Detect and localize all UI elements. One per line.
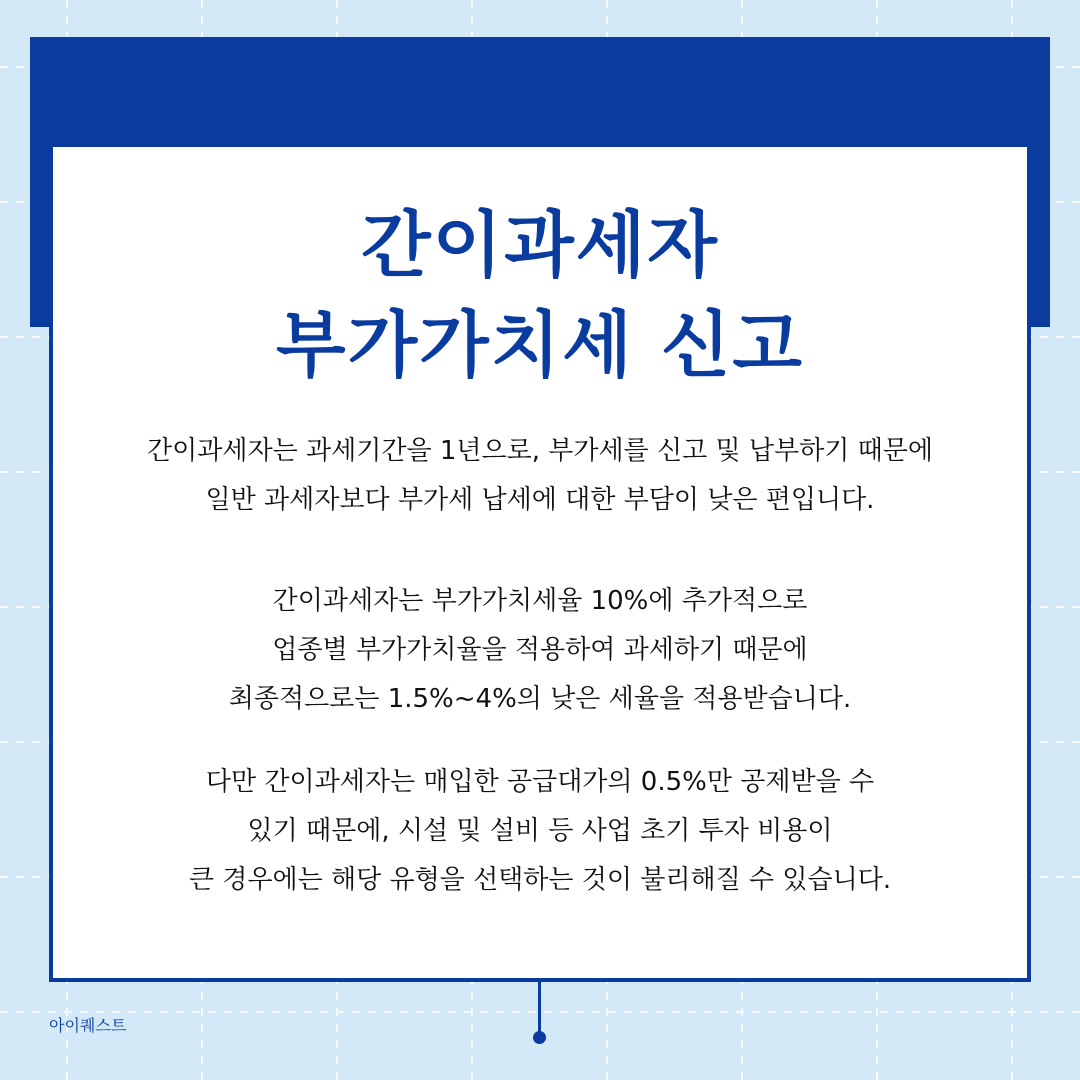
brand-label: 아이퀘스트 [49, 1016, 127, 1035]
paragraph-line: 큰 경우에는 해당 유형을 선택하는 것이 불리해질 수 있습니다. [188, 865, 892, 895]
paragraph-line: 일반 과세자보다 부가세 납세에 대한 부담이 낮은 편입니다. [205, 485, 875, 515]
paragraph-1 [53, 427, 1027, 525]
connector-dot [533, 1031, 546, 1044]
paragraph-line: 업종별 부가가치율을 적용하여 과세하기 때문에 [272, 635, 808, 665]
paragraph-2 [53, 577, 1027, 724]
paragraph-line: 간이과세자는 과세기간을 1년으로, 부가세를 신고 및 납부하기 때문에 [147, 436, 933, 466]
paragraph-3 [53, 758, 1027, 905]
paragraph-line: 다만 간이과세자는 매입한 공급대가의 0.5%만 공제받을 수 [205, 767, 875, 797]
paragraph-line: 간이과세자는 부가가치세율 10%에 추가적으로 [272, 586, 808, 616]
title-line-1: 간이과세자 [361, 203, 719, 287]
paragraph-line: 최종적으로는 1.5%~4%의 낮은 세율을 적용받습니다. [228, 684, 852, 714]
title-line-2: 부가가치세 신고 [276, 303, 804, 387]
content-card [49, 147, 1031, 982]
page-title [53, 195, 1027, 395]
paragraph-line: 있기 때문에, 시설 및 설비 등 사업 초기 투자 비용이 [247, 816, 833, 846]
connector-line [538, 982, 541, 1033]
